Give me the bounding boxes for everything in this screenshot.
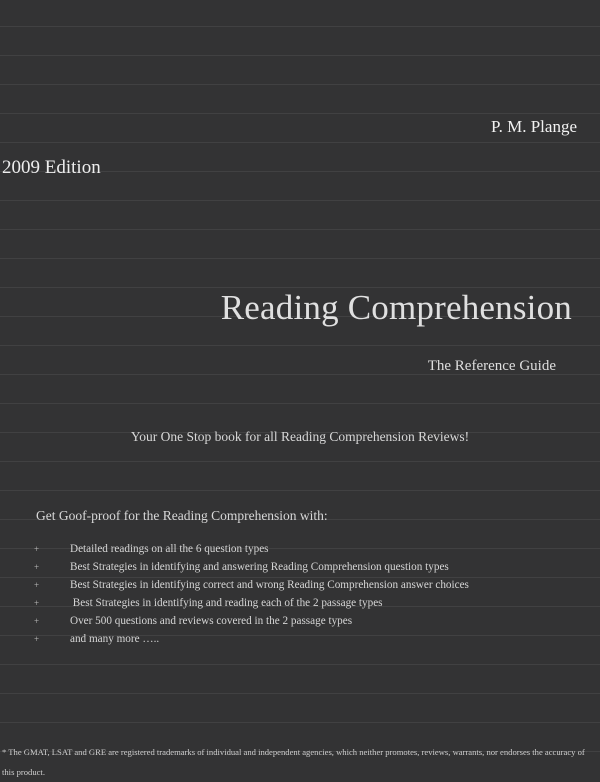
- plus-bullet-icon: +: [34, 544, 40, 554]
- feature-text: Over 500 questions and reviews covered in the 2 passage types: [70, 615, 353, 627]
- plus-bullet-icon: +: [34, 616, 40, 626]
- feature-item: [34, 558, 469, 576]
- feature-item: [34, 540, 469, 558]
- book-subtitle: The Reference Guide: [427, 358, 556, 374]
- trademark-footnote: * The GMAT, LSAT and GRE are registered trademarks of individual and independent agencies, which neither promotes, reviews, warrants, nor endorses the accuracy of this product.: [2, 747, 585, 777]
- feature-item: [34, 594, 469, 612]
- book-title: Reading Comprehension: [220, 288, 572, 327]
- plus-bullet-icon: +: [34, 562, 40, 572]
- feature-text: Best Strategies in identifying and reading each of the 2 passage types: [70, 597, 383, 609]
- author-name: P. M. Plange: [491, 117, 577, 136]
- feature-item: [34, 612, 469, 630]
- edition-label: 2009 Edition: [2, 157, 101, 178]
- feature-item: [34, 630, 469, 648]
- feature-text: and many more …..: [70, 633, 160, 645]
- feature-text: Detailed readings on all the 6 question types: [70, 543, 269, 555]
- plus-bullet-icon: +: [34, 580, 40, 590]
- plus-bullet-icon: +: [34, 634, 40, 644]
- plus-bullet-icon: +: [34, 598, 40, 608]
- tagline: Your One Stop book for all Reading Comprehension Reviews!: [130, 429, 470, 444]
- feature-text: Best Strategies in identifying and answering Reading Comprehension question types: [70, 561, 449, 573]
- feature-list: [34, 540, 469, 648]
- feature-text: Best Strategies in identifying correct and wrong Reading Comprehension answer choices: [70, 579, 469, 591]
- features-intro: Get Goof-proof for the Reading Comprehension with:: [36, 508, 328, 523]
- feature-item: [34, 576, 469, 594]
